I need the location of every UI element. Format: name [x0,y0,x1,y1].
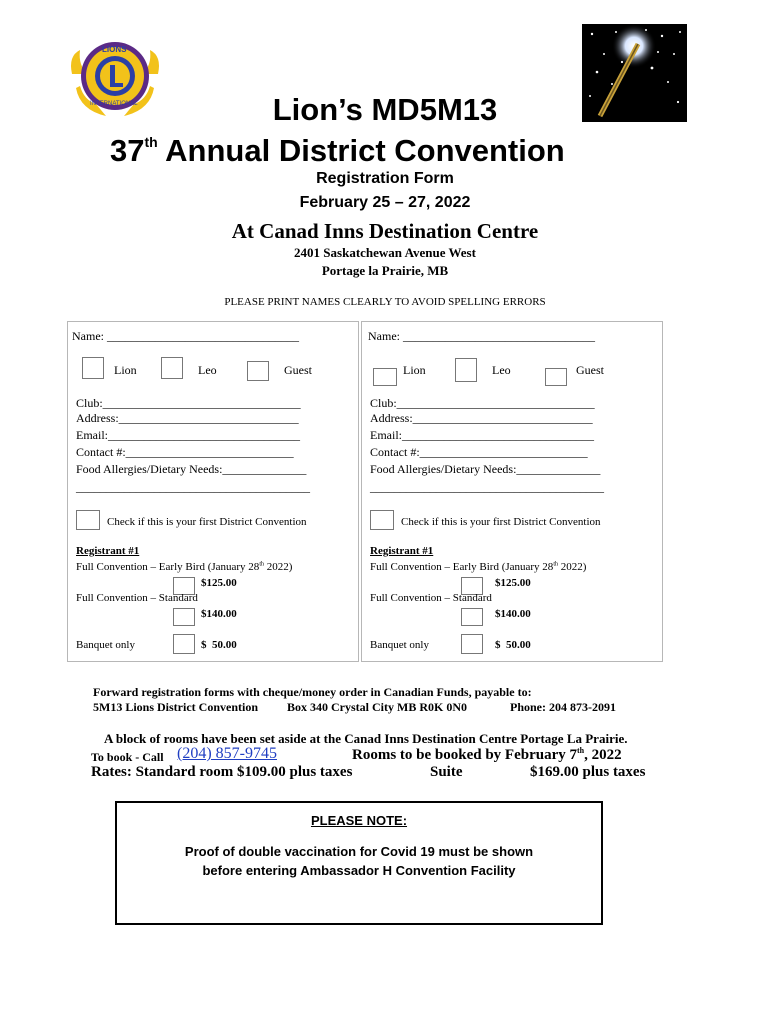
address-line-1: 2401 Saskatchewan Avenue West [294,245,476,260]
lion-label: Lion [403,363,426,377]
name-field[interactable]: Name: ________________________________ [368,329,595,343]
suite-rate: $169.00 plus taxes [530,764,646,780]
banquet-price: $ 50.00 [201,639,237,651]
standard-checkbox[interactable] [461,608,483,626]
banquet-checkbox[interactable] [461,634,483,654]
standard-label: Full Convention – Standard [370,592,492,604]
food-allergies-field[interactable]: Food Allergies/Dietary Needs:______________ [76,462,307,476]
leo-label: Leo [492,363,511,377]
standard-price: $140.00 [495,608,531,620]
food-allergies-blank-line[interactable]: _______________________________________ [76,480,310,494]
address-line-2: Portage la Prairie, MB [321,263,449,278]
standard-label: Full Convention – Standard [76,592,198,604]
banquet-label: Banquet only [76,639,135,651]
vaccination-line-1: Proof of double vaccination for Covid 19 must be shown [184,844,534,859]
leo-label: Leo [198,363,217,377]
suite-label: Suite [430,764,463,780]
form-title: Registration Form [316,170,454,187]
address-field[interactable]: Address:______________________________ [76,411,299,425]
early-bird-label [76,561,292,573]
guest-checkbox[interactable] [545,368,567,386]
first-convention-checkbox[interactable] [76,510,100,530]
contact-field[interactable]: Contact #:____________________________ [76,445,294,459]
early-bird-suffix: 2022) [557,561,587,573]
food-allergies-field[interactable]: Food Allergies/Dietary Needs:______________ [370,462,601,476]
banquet-checkbox[interactable] [173,634,195,654]
print-notice: PLEASE PRINT NAMES CLEARLY TO AVOID SPELLING ERRORS [224,296,546,308]
early-bird-price: $125.00 [201,577,237,589]
leo-checkbox[interactable] [161,357,183,379]
venue-name: At Canad Inns Destination Centre [231,219,539,243]
book-by-sup: th [577,746,585,755]
lion-checkbox[interactable] [82,357,104,379]
early-bird-label [370,561,586,573]
early-bird-sup: th [553,561,558,568]
book-by-date [352,746,622,764]
registrant-heading: Registrant #1 [370,545,434,557]
guest-label: Guest [284,363,312,377]
name-field[interactable]: Name: ________________________________ [72,329,299,343]
address-field[interactable]: Address:______________________________ [370,411,593,425]
title-line-1: Lion’s MD5M13 [272,92,498,127]
standard-room-rate: Rates: Standard room $109.00 plus taxes [91,764,353,780]
to-book-label: To book - Call [91,750,164,764]
registrant-panel-1 [67,321,359,662]
forwarding-org: 5M13 Lions District Convention [93,700,258,714]
ordinal-suffix: th [144,134,158,150]
early-bird-prefix: Full Convention – Early Bird (January 28 [76,561,260,573]
early-bird-prefix: Full Convention – Early Bird (January 28 [370,561,554,573]
lion-label: Lion [114,363,137,377]
early-bird-sup: th [259,561,264,568]
standard-price: $140.00 [201,608,237,620]
book-by-suffix: , 2022 [584,747,622,763]
vaccination-line-2: before entering Ambassador H Convention Facility [202,863,516,878]
first-convention-label: Check if this is your first District Convention [401,516,601,528]
guest-label: Guest [576,363,604,377]
email-field[interactable]: Email:________________________________ [370,428,594,442]
ordinal-number: 37 [110,133,145,168]
early-bird-suffix: 2022) [263,561,293,573]
please-note-box [115,801,603,925]
event-dates: February 25 – 27, 2022 [299,194,471,211]
guest-checkbox[interactable] [247,361,269,381]
standard-checkbox[interactable] [173,608,195,626]
banquet-label: Banquet only [370,639,429,651]
email-field[interactable]: Email:________________________________ [76,428,300,442]
title-line-2 [110,133,565,169]
club-field[interactable]: Club:_________________________________ [370,396,595,410]
early-bird-price: $125.00 [495,577,531,589]
logo-bottom-text: INTERNATIONAL [90,101,138,107]
first-convention-label: Check if this is your first District Convention [107,516,307,528]
please-note-heading: PLEASE NOTE: [310,813,408,828]
banquet-price: $ 50.00 [495,639,531,651]
forwarding-instructions: Forward registration forms with cheque/money order in Canadian Funds, payable to: [93,685,532,699]
lion-checkbox[interactable] [373,368,397,386]
registrant-heading: Registrant #1 [76,545,140,557]
registrant-panel-2 [361,321,663,662]
leo-checkbox[interactable] [455,358,477,382]
forwarding-box: Box 340 Crystal City MB R0K 0N0 [287,700,467,714]
first-convention-checkbox[interactable] [370,510,394,530]
title-line-2-rest: Annual District Convention [165,133,565,168]
logo-top-text: LIONS [102,45,127,54]
room-block-notice: A block of rooms have been set aside at the Canad Inns Destination Centre Portage La Prairie. [104,731,628,746]
hotel-phone-link[interactable]: (204) 857-9745 [177,745,277,762]
club-field[interactable]: Club:_________________________________ [76,396,301,410]
book-by-prefix: Rooms to be booked by February 7 [352,747,578,763]
food-allergies-blank-line[interactable]: _______________________________________ [370,480,604,494]
forwarding-phone: Phone: 204 873-2091 [510,700,616,714]
contact-field[interactable]: Contact #:____________________________ [370,445,588,459]
